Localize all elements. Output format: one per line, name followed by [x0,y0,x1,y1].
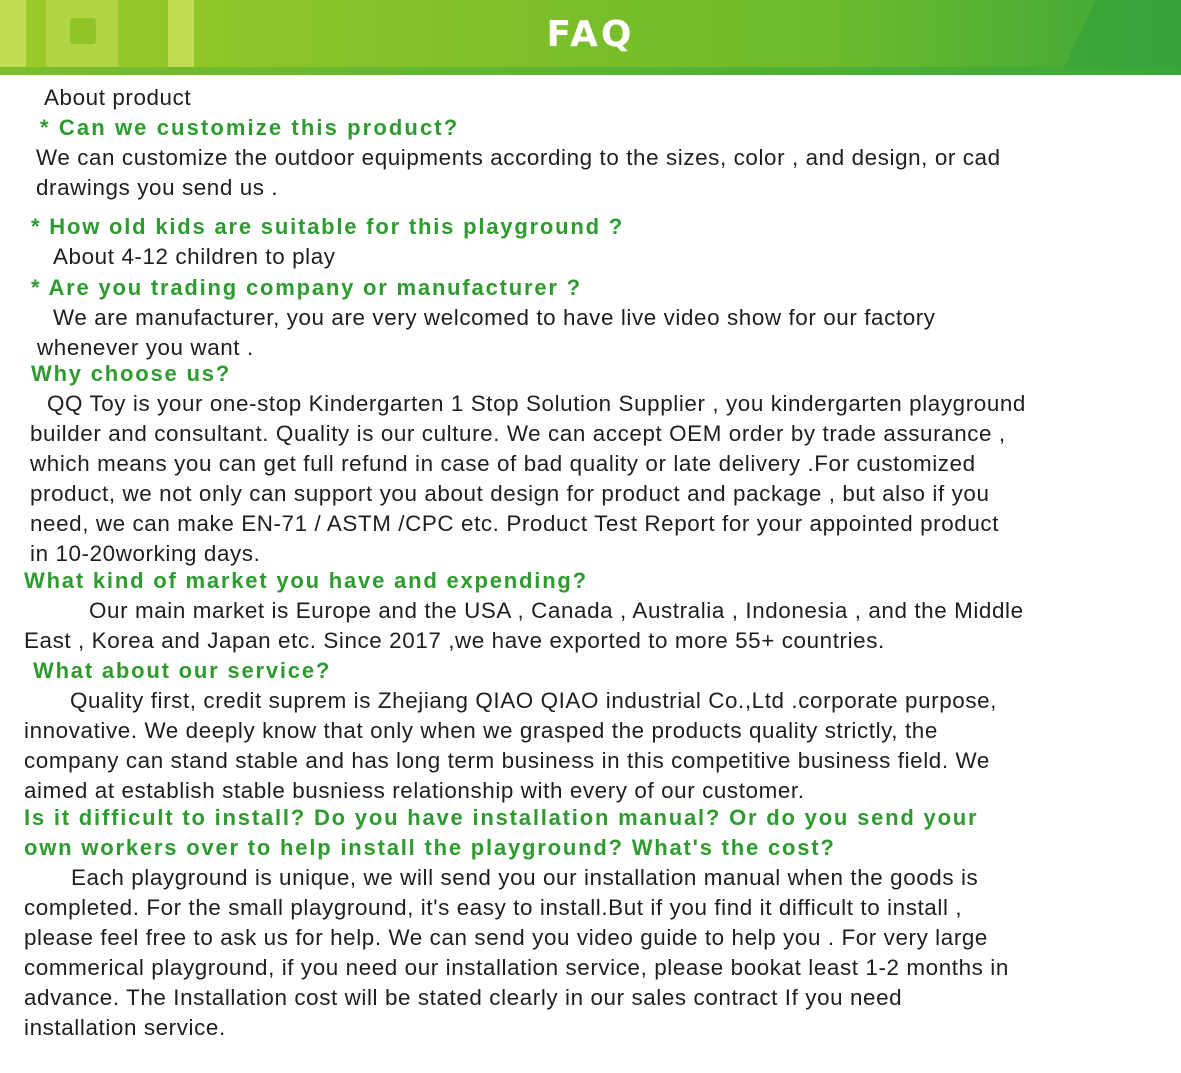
banner-stripe [0,67,1181,75]
paragraph-line: commerical playground, if you need our installation service, please bookat least 1-2 months in [24,955,1009,980]
paragraph-line: aimed at establish stable busniess relationship with every of our customer. [24,778,805,803]
section-heading: Is it difficult to install? Do you have installation manual? Or do you send your [24,805,979,830]
paragraph-line: in 10-20working days. [30,541,261,566]
section-label: About product [44,85,192,110]
paragraph-line: please feel free to ask us for help. We can send you video guide to help you . For very large [24,925,988,950]
paragraph-line: which means you can get full refund in case of bad quality or late delivery .For customized [30,451,976,476]
paragraph-line: company can stand stable and has long term business in this competitive business field. We [24,748,990,773]
paragraph-line: installation service. [24,1015,226,1040]
faq-answer-line: drawings you send us . [36,175,279,200]
paragraph-line: Our main market is Europe and the USA , Canada , Australia , Indonesia , and the Middle [89,598,1024,623]
paragraph-line: builder and consultant. Quality is our culture. We can accept OEM order by trade assurance , [30,421,1006,446]
section-heading: What kind of market you have and expending? [24,568,588,593]
section-heading: What about our service? [33,658,332,683]
faq-answer-line: We are manufacturer, you are very welcomed to have live video show for our factory [53,305,936,330]
faq-question: * How old kids are suitable for this playground ? [31,214,625,239]
paragraph-line: Each playground is unique, we will send you our installation manual when the goods is [71,865,979,890]
faq-answer-line: We can customize the outdoor equipments according to the sizes, color , and design, or cad [36,145,1001,170]
faq-banner [0,0,1181,75]
paragraph-line: Quality first, credit suprem is Zhejiang QIAO QIAO industrial Co.,Ltd .corporate purpose, [70,688,997,713]
faq-answer-line: About 4-12 children to play [53,244,336,269]
paragraph-line: innovative. We deeply know that only when we grasped the products quality strictly, the [24,718,938,743]
paragraph-line: need, we can make EN-71 / ASTM /CPC etc. Product Test Report for your appointed product [30,511,1000,536]
paragraph-line: QQ Toy is your one-stop Kindergarten 1 Stop Solution Supplier , you kindergarten playground [47,391,1026,416]
section-heading: own workers over to help install the playground? What's the cost? [24,835,836,860]
section-heading: Why choose us? [31,361,231,386]
faq-answer-line: whenever you want . [37,335,254,360]
page-title: FAQ [546,14,635,55]
faq-question: * Can we customize this product? [40,115,460,140]
faq-question: * Are you trading company or manufacturer ? [31,275,582,300]
paragraph-line: East , Korea and Japan etc. Since 2017 ,we have exported to more 55+ countries. [24,628,885,653]
paragraph-line: product, we not only can support you about design for product and package , but also if you [30,481,990,506]
paragraph-line: completed. For the small playground, it's easy to install.But if you find it difficult to install , [24,895,963,920]
paragraph-line: advance. The Installation cost will be stated clearly in our sales contract If you need [24,985,903,1010]
